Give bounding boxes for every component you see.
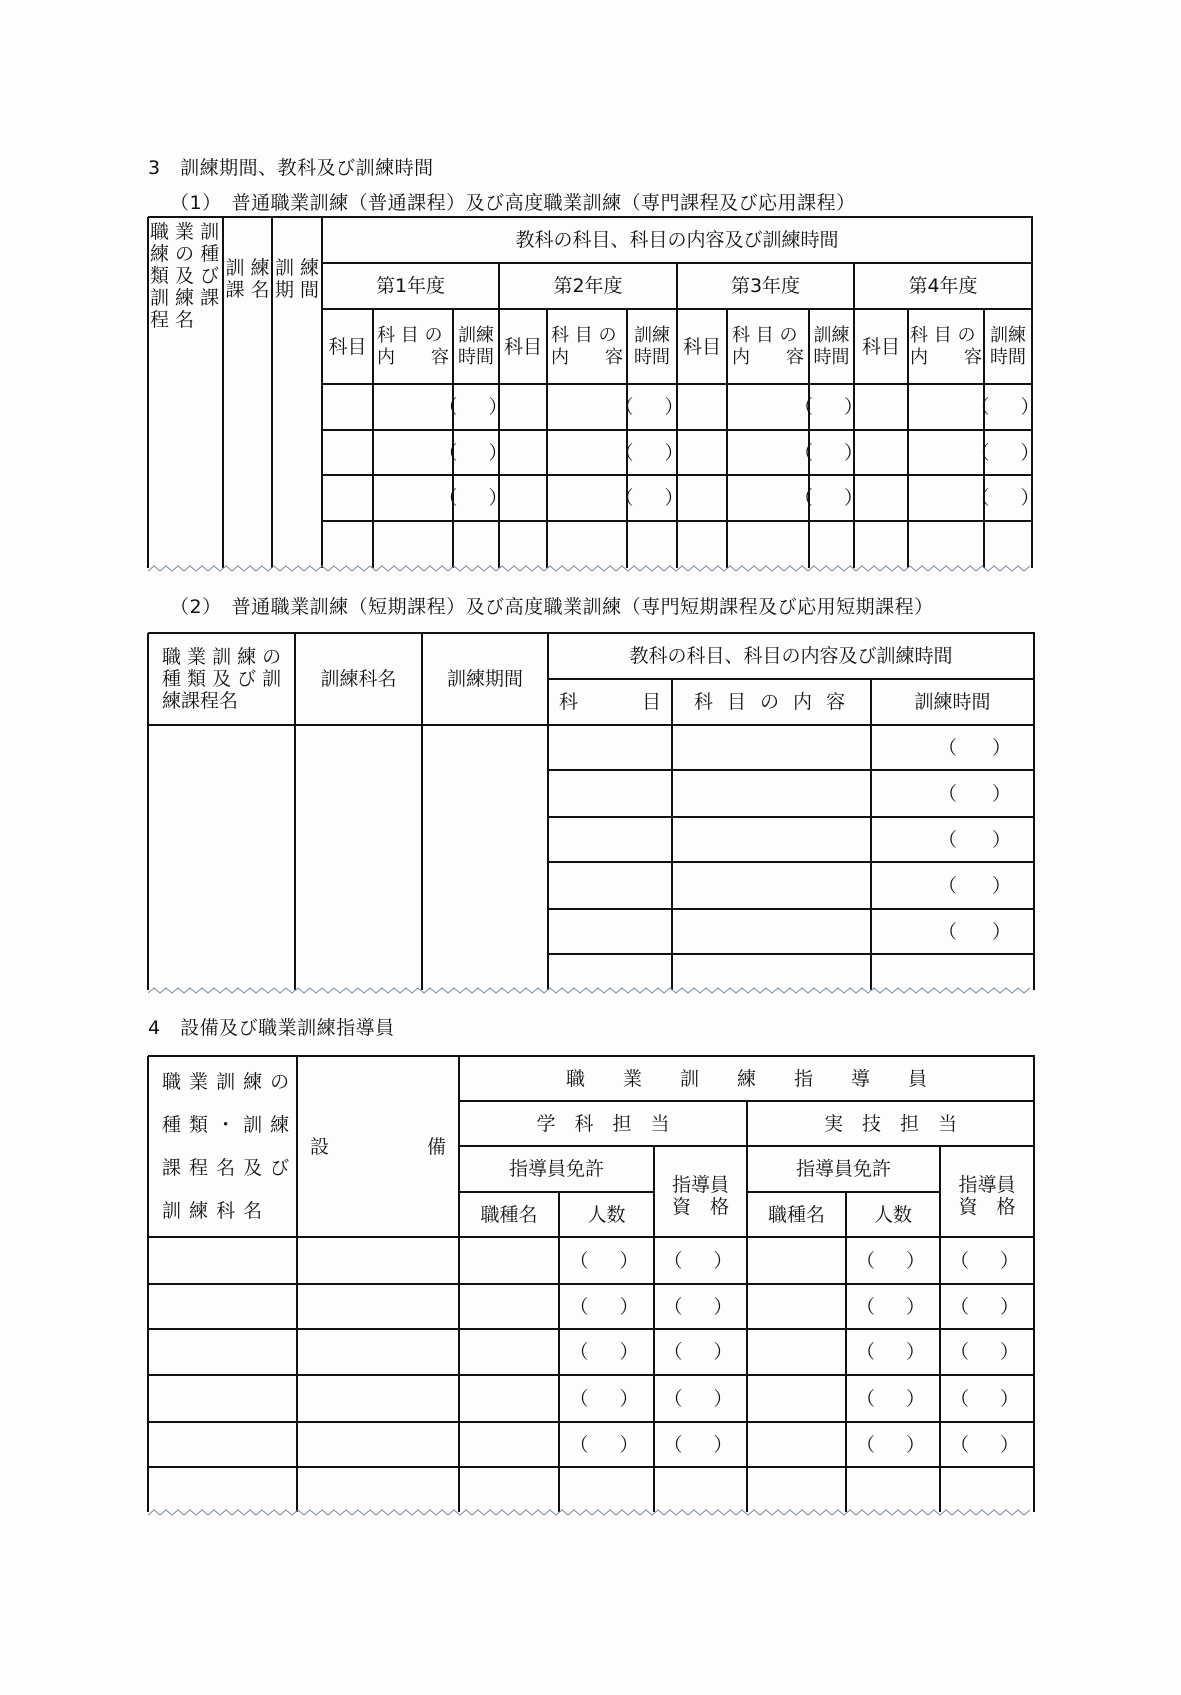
cell-text: （ ） — [855, 1387, 931, 1410]
cell-text: （ ） — [438, 487, 514, 509]
training-hours-input[interactable] — [872, 770, 1033, 817]
practical-count-input[interactable] — [847, 1329, 940, 1375]
cell-text: （ ） — [794, 487, 870, 509]
table-border — [1033, 633, 1035, 990]
cell-text: 学 科 担 当 — [536, 1112, 670, 1135]
subject-input[interactable] — [499, 521, 547, 567]
course-input[interactable] — [149, 1375, 297, 1422]
cell-text-line: 時間 — [990, 346, 1026, 368]
subject-input[interactable] — [549, 862, 671, 909]
header-subjects-group — [549, 633, 1033, 679]
cell-text: 科目 — [682, 335, 721, 358]
header-subjects-group — [323, 217, 1031, 263]
cell-text-line: 訓練 — [813, 324, 850, 346]
section-4-heading: 4 設備及び職業訓練指導員 — [148, 1017, 395, 1039]
header-training-hours — [627, 309, 677, 384]
header-training-hours — [809, 309, 854, 384]
cell-text: （ ） — [438, 396, 514, 418]
header-course-type — [150, 633, 294, 725]
training-hours-input[interactable] — [984, 521, 1032, 567]
cell-text: （ ） — [569, 1433, 645, 1456]
course-name-input[interactable] — [296, 725, 421, 989]
subject-input[interactable] — [677, 521, 727, 567]
cell-text-line: 練 の 種 — [150, 243, 220, 265]
subject-input[interactable] — [677, 475, 727, 521]
header-subject — [499, 309, 547, 384]
header-academic-count — [560, 1192, 653, 1237]
cell-text-line: 訓練 — [990, 324, 1026, 346]
cell-text: 第2年度 — [553, 275, 623, 297]
cell-text: （ ） — [614, 441, 690, 464]
cell-text-line: 科 目 の — [732, 324, 798, 346]
cell-text: （ ） — [937, 782, 1019, 805]
course-input[interactable] — [149, 1329, 297, 1375]
header-year-3 — [677, 263, 854, 309]
section-3-heading: 3 訓練期間、教科及び訓練時間 — [148, 157, 434, 179]
academic-count-input[interactable] — [560, 1375, 654, 1422]
cell-text-line: 職 業 訓 練 の — [162, 646, 282, 668]
practical-count-input[interactable] — [847, 1237, 940, 1284]
practical-occupation-input[interactable] — [748, 1375, 846, 1422]
subject-input[interactable] — [322, 384, 373, 430]
cell-text: 人数 — [587, 1203, 626, 1226]
cell-text: （ ） — [937, 736, 1019, 759]
cell-text: 指導員免許 — [795, 1158, 891, 1180]
header-course-type — [150, 221, 222, 360]
header-training-period — [423, 633, 547, 725]
cell-text-line: 指導員 — [671, 1173, 729, 1196]
academic-count-input[interactable] — [560, 1467, 654, 1511]
academic-qualification-input[interactable] — [655, 1284, 747, 1329]
subject-input[interactable] — [549, 954, 671, 989]
training-period-input[interactable] — [273, 384, 321, 567]
practical-count-input[interactable] — [847, 1375, 940, 1422]
training-hours-input[interactable] — [872, 909, 1033, 954]
subject-input[interactable] — [677, 384, 727, 430]
cell-text: （ ） — [970, 487, 1046, 509]
cell-text: （ ） — [663, 1433, 739, 1456]
cell-text: 人数 — [873, 1203, 912, 1226]
cell-text-line: 内 容 — [551, 346, 623, 368]
cell-text: 訓練科名 — [320, 668, 397, 690]
subject-content-input[interactable] — [673, 862, 870, 909]
cell-text: （ ） — [937, 874, 1019, 897]
academic-occupation-input[interactable] — [460, 1237, 559, 1284]
cell-text: （ ） — [569, 1295, 645, 1318]
header-subject-content — [727, 309, 809, 384]
training-period-input[interactable] — [423, 725, 547, 989]
practical-qualification-input[interactable] — [941, 1375, 1034, 1422]
header-practical-count — [847, 1192, 939, 1237]
subject-content-input[interactable] — [673, 725, 870, 770]
training-hours-input[interactable] — [614, 384, 690, 430]
header-subject-content — [908, 309, 984, 384]
cell-text-line: 時間 — [634, 346, 670, 368]
equipment-input[interactable] — [298, 1237, 459, 1284]
course-type-input[interactable] — [149, 725, 294, 989]
academic-count-input[interactable] — [560, 1237, 654, 1284]
academic-occupation-input[interactable] — [460, 1329, 559, 1375]
subject-input[interactable] — [499, 475, 547, 521]
academic-occupation-input[interactable] — [460, 1375, 559, 1422]
header-practical-instructors — [748, 1101, 1033, 1146]
cell-text-line: 訓練 — [634, 324, 670, 346]
subject-input[interactable] — [322, 475, 373, 521]
subject-content-input[interactable] — [908, 521, 984, 567]
cell-text: 科 目 の 内 容 — [693, 691, 850, 713]
equipment-input[interactable] — [298, 1375, 459, 1422]
cell-text: 目 — [641, 691, 661, 713]
practical-occupation-input[interactable] — [748, 1329, 846, 1375]
header-course-and-subject — [150, 1056, 296, 1237]
cell-text-line: 職 業 訓 練 の — [162, 1070, 291, 1093]
cell-text-line: 訓 練 科 名 — [162, 1199, 264, 1222]
torn-edge-decoration — [148, 987, 1034, 995]
cell-text: 職 業 訓 練 指 導 員 — [565, 1067, 927, 1090]
header-year-2 — [499, 263, 677, 309]
cell-text: 教科の科目、科目の内容及び訓練時間 — [515, 229, 839, 251]
cell-text: （ ） — [937, 920, 1019, 943]
subject-input[interactable] — [549, 770, 671, 817]
header-subject — [677, 309, 727, 384]
training-hours-input[interactable] — [970, 430, 1046, 475]
course-name-input[interactable] — [224, 384, 271, 567]
cell-text-line: 科 目 の — [910, 324, 976, 346]
header-course-name — [296, 633, 421, 725]
cell-text-line: 時間 — [813, 346, 850, 368]
cell-text: （ ） — [569, 1387, 645, 1410]
training-hours-input[interactable] — [614, 475, 690, 521]
subject-input[interactable] — [499, 430, 547, 475]
header-training-hours — [984, 309, 1032, 384]
training-hours-input[interactable] — [627, 521, 677, 567]
academic-occupation-input[interactable] — [460, 1422, 559, 1467]
cell-text-line: 職 業 訓 — [150, 221, 220, 243]
header-subject — [854, 309, 908, 384]
subject-input[interactable] — [854, 521, 908, 567]
subject-content-input[interactable] — [547, 521, 627, 567]
practical-count-input[interactable] — [847, 1467, 940, 1511]
cell-text: 備 — [426, 1135, 446, 1158]
cell-text: （ ） — [970, 396, 1046, 418]
academic-qualification-input[interactable] — [655, 1467, 747, 1511]
cell-text-line: 訓 練 — [274, 256, 320, 279]
cell-text-line: 期 間 — [274, 278, 320, 301]
cell-text-line: 類 及 び — [150, 265, 220, 287]
cell-text-line: 種 類 及 び 訓 — [162, 668, 282, 690]
cell-text: （ ） — [855, 1295, 931, 1318]
header-subject — [322, 309, 373, 384]
academic-qualification-input[interactable] — [655, 1237, 747, 1284]
header-training-hours — [872, 679, 1033, 725]
academic-qualification-input[interactable] — [655, 1375, 747, 1422]
training-hours-input[interactable] — [438, 475, 514, 521]
cell-text: 訓練時間 — [914, 691, 991, 713]
training-hours-input[interactable] — [794, 430, 870, 475]
subject-input[interactable] — [854, 430, 908, 475]
cell-text: （ ） — [569, 1249, 645, 1272]
cell-text: 実 技 担 当 — [823, 1112, 957, 1135]
subject-input[interactable] — [854, 475, 908, 521]
cell-text: （ ） — [614, 487, 690, 509]
cell-text: （ ） — [663, 1249, 739, 1272]
cell-text: （ ） — [949, 1295, 1025, 1318]
equipment-input[interactable] — [298, 1422, 459, 1467]
cell-text: （ ） — [970, 441, 1046, 464]
subject-input[interactable] — [549, 725, 671, 770]
academic-qualification-input[interactable] — [655, 1329, 747, 1375]
cell-text-line: 程 名 — [150, 309, 195, 331]
practical-occupation-input[interactable] — [748, 1284, 846, 1329]
cell-text: 科目 — [503, 335, 542, 358]
training-hours-input[interactable] — [872, 817, 1033, 862]
training-hours-input[interactable] — [970, 384, 1046, 430]
equipment-input[interactable] — [298, 1284, 459, 1329]
cell-text: （ ） — [949, 1341, 1025, 1363]
training-hours-input[interactable] — [453, 521, 499, 567]
cell-text: 科 — [559, 691, 579, 713]
subject-input[interactable] — [499, 384, 547, 430]
header-subject-content — [673, 679, 870, 725]
practical-occupation-input[interactable] — [748, 1467, 846, 1511]
training-hours-input[interactable] — [872, 725, 1033, 770]
subject-input[interactable] — [854, 384, 908, 430]
header-subject-content — [373, 309, 453, 384]
cell-text: 教科の科目、科目の内容及び訓練時間 — [629, 645, 953, 667]
subject-input[interactable] — [322, 521, 373, 567]
cell-text: （ ） — [569, 1341, 645, 1363]
course-input[interactable] — [149, 1237, 297, 1284]
torn-edge-decoration — [148, 1509, 1034, 1517]
cell-text: （ ） — [855, 1433, 931, 1456]
cell-text: 訓練期間 — [446, 668, 523, 690]
academic-qualification-input[interactable] — [655, 1422, 747, 1467]
cell-text: （ ） — [949, 1249, 1025, 1272]
cell-text: （ ） — [663, 1295, 739, 1318]
subject-input[interactable] — [677, 430, 727, 475]
header-year-1 — [322, 263, 499, 309]
training-hours-input[interactable] — [872, 862, 1033, 909]
subject-content-input[interactable] — [673, 909, 870, 954]
cell-text: （ ） — [663, 1387, 739, 1410]
course-input[interactable] — [149, 1422, 297, 1467]
header-practical-occupation — [748, 1192, 845, 1237]
cell-text-line: 資 格 — [671, 1195, 729, 1218]
cell-text-line: 資 格 — [958, 1195, 1016, 1218]
training-hours-input[interactable] — [794, 384, 870, 430]
header-practical-license — [748, 1146, 939, 1192]
header-year-4 — [854, 263, 1032, 309]
header-academic-qualification — [655, 1146, 746, 1237]
header-subject — [549, 679, 671, 725]
cell-text: （ ） — [614, 396, 690, 418]
cell-text-line: 内 容 — [377, 346, 449, 368]
cell-text-line: 訓 練 課 — [150, 287, 220, 309]
cell-text: 設 — [310, 1135, 330, 1158]
cell-text: 職種名 — [767, 1203, 825, 1226]
subject-input[interactable] — [549, 909, 671, 954]
cell-text: 第3年度 — [730, 275, 801, 297]
cell-text: 職種名 — [480, 1203, 538, 1226]
cell-text-line: 課 名 — [225, 278, 270, 301]
training-hours-input[interactable] — [970, 475, 1046, 521]
subject-content-input[interactable] — [673, 770, 870, 817]
cell-text-line: 課 程 名 及 び — [162, 1156, 291, 1179]
practical-qualification-input[interactable] — [941, 1467, 1034, 1511]
training-hours-input[interactable] — [809, 521, 854, 567]
subject-content-input[interactable] — [727, 521, 809, 567]
cell-text-line: 科 目 の — [377, 324, 443, 346]
practical-qualification-input[interactable] — [941, 1422, 1034, 1467]
cell-text: （ ） — [855, 1341, 931, 1363]
training-hours-input[interactable] — [438, 430, 514, 475]
practical-qualification-input[interactable] — [941, 1237, 1034, 1284]
practical-count-input[interactable] — [847, 1284, 940, 1329]
cell-text-line: 訓 練 — [225, 256, 270, 279]
cell-text: （ ） — [855, 1249, 931, 1272]
academic-count-input[interactable] — [560, 1422, 654, 1467]
training-hours-input[interactable] — [794, 475, 870, 521]
header-training-period — [273, 217, 321, 340]
cell-text-line: 内 容 — [732, 346, 804, 368]
cell-text-line: 科 目 の — [551, 324, 617, 346]
cell-text: 第4年度 — [908, 275, 978, 297]
header-subject-content — [547, 309, 627, 384]
cell-text: （ ） — [949, 1387, 1025, 1410]
torn-edge-decoration — [148, 565, 1032, 573]
header-academic-instructors — [460, 1101, 746, 1146]
subject-input[interactable] — [322, 430, 373, 475]
header-equipment — [298, 1056, 458, 1237]
training-hours-input[interactable] — [872, 954, 1033, 989]
header-training-hours — [453, 309, 499, 384]
header-academic-license — [460, 1146, 653, 1192]
training-hours-input[interactable] — [614, 430, 690, 475]
cell-text: 指導員免許 — [508, 1158, 604, 1180]
cell-text: （ ） — [663, 1341, 739, 1363]
subject-content-input[interactable] — [673, 954, 870, 989]
practical-qualification-input[interactable] — [941, 1284, 1034, 1329]
academic-count-input[interactable] — [560, 1284, 654, 1329]
practical-occupation-input[interactable] — [748, 1422, 846, 1467]
practical-count-input[interactable] — [847, 1422, 940, 1467]
cell-text: （ ） — [937, 828, 1019, 851]
cell-text: 科目 — [328, 335, 367, 358]
academic-occupation-input[interactable] — [460, 1284, 559, 1329]
header-instructors-group — [460, 1056, 1033, 1101]
equipment-input[interactable] — [298, 1467, 459, 1511]
subsection-1-heading: （1） 普通職業訓練（普通課程）及び高度職業訓練（専門課程及び応用課程） — [170, 192, 856, 214]
academic-occupation-input[interactable] — [460, 1467, 559, 1511]
subject-content-input[interactable] — [673, 817, 870, 862]
cell-text: （ ） — [794, 441, 870, 464]
cell-text-line: 練課程名 — [162, 690, 239, 712]
header-course-name — [224, 217, 271, 340]
cell-text-line: 内 容 — [910, 346, 982, 368]
subject-input[interactable] — [549, 817, 671, 862]
cell-text: （ ） — [794, 396, 870, 418]
practical-occupation-input[interactable] — [748, 1237, 846, 1284]
subject-content-input[interactable] — [373, 521, 453, 567]
header-practical-qualification — [941, 1146, 1033, 1237]
cell-text: （ ） — [438, 441, 514, 464]
cell-text-line: 指導員 — [958, 1173, 1016, 1196]
header-academic-occupation — [460, 1192, 558, 1237]
cell-text-line: 訓練 — [458, 324, 494, 346]
cell-text: （ ） — [949, 1433, 1025, 1456]
cell-text-line: 種 類 ・ 訓 練 — [162, 1113, 291, 1136]
cell-text: 科目 — [861, 335, 900, 358]
academic-count-input[interactable] — [560, 1329, 654, 1375]
course-type-input[interactable] — [149, 384, 222, 567]
subsection-2-heading: （2） 普通職業訓練（短期課程）及び高度職業訓練（専門短期課程及び応用短期課程） — [170, 596, 934, 618]
training-hours-input[interactable] — [438, 384, 514, 430]
course-input[interactable] — [149, 1284, 297, 1329]
cell-text: 第1年度 — [375, 275, 446, 297]
equipment-input[interactable] — [298, 1329, 459, 1375]
practical-qualification-input[interactable] — [941, 1329, 1034, 1375]
course-input[interactable] — [149, 1467, 297, 1511]
cell-text-line: 時間 — [458, 346, 494, 368]
